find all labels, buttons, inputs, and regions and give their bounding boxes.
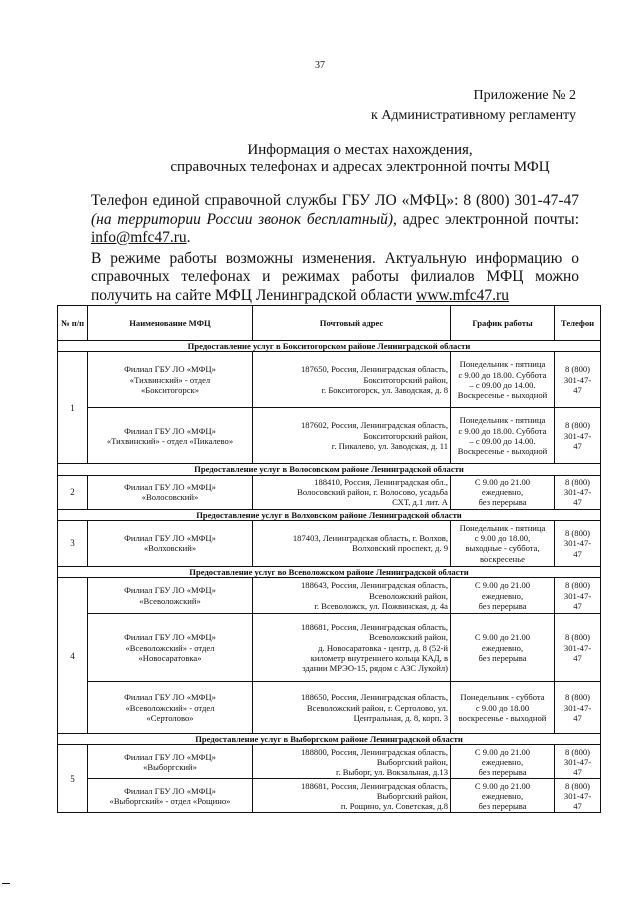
cell-line: Бокситогорский район, xyxy=(363,430,448,441)
cell-line: Всеволожский район, xyxy=(369,590,448,601)
cell-line: С 9.00 до 21.00 xyxy=(474,580,531,591)
cell-line: С 9.00 до 21.00 xyxy=(474,780,531,791)
cell-line: 47 xyxy=(573,712,582,723)
cell-line: ежедневно, xyxy=(481,642,524,653)
cell-line: – с 09.00 до 14.00. xyxy=(469,435,536,446)
cell-line: Филиал ГБУ ЛО «МФЦ» xyxy=(124,585,216,596)
row-number: 4 xyxy=(58,578,88,734)
branch-name xyxy=(88,352,253,408)
phone-number xyxy=(555,614,601,682)
table-row xyxy=(58,520,601,566)
cell-line: 188681, Россия, Ленинградская область, xyxy=(301,780,448,791)
work-schedule xyxy=(451,578,555,614)
cell-line: без перерыва xyxy=(478,652,527,663)
cell-line: 301-47- xyxy=(563,642,592,653)
branch-name xyxy=(88,745,253,779)
cell-line: Филиал ГБУ ЛО «МФЦ» xyxy=(124,364,216,375)
postal-address xyxy=(253,475,451,509)
intro-period: . xyxy=(186,229,191,246)
postal-address xyxy=(253,578,451,614)
cell-line: 301-47- xyxy=(563,590,592,601)
table-row xyxy=(58,745,601,779)
cell-line: 301-47- xyxy=(563,756,592,767)
cell-line: г. Всеволожск, ул. Пожвинская, д. 4а xyxy=(314,600,448,611)
cell-line: «Новосаратовка» xyxy=(138,652,202,663)
header-num: № п/п xyxy=(58,306,88,341)
cell-line: п. Рощино, ул. Советская, д.8 xyxy=(340,801,448,812)
cell-line: ежедневно, xyxy=(481,590,524,601)
cell-line: 8 (800) xyxy=(564,476,591,487)
cell-line: Филиал ГБУ ЛО «МФЦ» xyxy=(124,533,216,544)
cell-line: ежедневно, xyxy=(481,756,524,767)
cell-line: «Волховский» xyxy=(143,543,197,554)
cell-line: 8 (800) xyxy=(564,780,591,791)
cell-line: «Выборгский» - отдел «Рощино» xyxy=(109,795,231,806)
cell-line: 8 (800) xyxy=(564,420,591,431)
work-schedule xyxy=(451,352,555,408)
cell-line: 187602, Россия, Ленинградская область, xyxy=(301,420,448,431)
cell-line: без перерыва xyxy=(478,767,527,778)
section-volosovo: Предоставление услуг в Волосовском районе Ленинградской области xyxy=(58,464,601,475)
branch-name xyxy=(88,779,253,813)
cell-line: 47 xyxy=(573,384,582,395)
work-schedule xyxy=(451,779,555,813)
cell-line: 301-47- xyxy=(563,702,592,713)
cell-line: г. Пикалево, ул. Заводская, д. 11 xyxy=(331,440,448,451)
work-schedule xyxy=(451,682,555,734)
cell-line: 188650, Россия, Ленинградская область, xyxy=(301,692,448,703)
cell-line: «Всеволожский» xyxy=(139,595,201,606)
cell-line: «Тихвинский» - отдел «Пикалево» xyxy=(106,435,234,446)
document-title xyxy=(120,142,600,176)
section-row xyxy=(58,509,601,520)
section-row xyxy=(58,566,601,577)
row-number: 1 xyxy=(58,352,88,464)
cell-line: Выборгский район, xyxy=(376,756,448,767)
cell-line: 188681, Россия, Ленинградская область, xyxy=(301,621,448,632)
table-row xyxy=(58,475,601,509)
work-schedule xyxy=(451,408,555,464)
cell-line: Филиал ГБУ ЛО «МФЦ» xyxy=(124,481,216,492)
phone-number xyxy=(555,682,601,734)
cell-line: Филиал ГБУ ЛО «МФЦ» xyxy=(124,425,216,436)
phone-number xyxy=(555,352,601,408)
cell-line: С 9.00 до 21.00 xyxy=(474,476,531,487)
cell-line: Воскресенье - выходной xyxy=(457,446,548,457)
cell-line: «Всеволожский» - отдел xyxy=(125,702,215,713)
cell-line: Филиал ГБУ ЛО «МФЦ» xyxy=(124,751,216,762)
cell-line: д. Новосаратовка - центр, д. 8 (52-й xyxy=(318,642,448,653)
intro-paragraph-changes xyxy=(91,250,579,306)
row-number: 2 xyxy=(58,475,88,509)
cell-line: «Всеволожский» - отдел xyxy=(125,642,215,653)
cell-line: ежедневно, xyxy=(481,486,524,497)
branch-name xyxy=(88,408,253,464)
row-number: 5 xyxy=(58,745,88,813)
cell-line: Понедельник - пятница xyxy=(459,415,546,426)
postal-address xyxy=(253,408,451,464)
cell-line: воскресенье - выходной xyxy=(458,712,547,723)
section-volkhov: Предоставление услуг в Волховском районе Ленинградской области xyxy=(58,509,601,520)
cell-line: с 9.00 до 18.00, xyxy=(474,533,531,544)
header-schedule: График работы xyxy=(451,306,555,341)
cell-line: 47 xyxy=(573,497,582,508)
intro-text xyxy=(91,192,579,307)
cell-line: выходные - суббота, xyxy=(465,543,540,554)
intro-free-call-note: (на территории России звонок бесплатный), xyxy=(91,210,397,228)
cell-line: 188410, Россия, Ленинградская обл., xyxy=(314,476,448,487)
intro-paragraph-phone xyxy=(91,192,579,248)
postal-address xyxy=(253,520,451,566)
cell-line: 47 xyxy=(573,801,582,812)
cell-line: Филиал ГБУ ЛО «МФЦ» xyxy=(124,692,216,703)
cell-line: 301-47- xyxy=(563,374,592,385)
postal-address xyxy=(253,352,451,408)
cell-line: ежедневно, xyxy=(481,790,524,801)
cell-line: Всеволожский район, г. Сертолово, ул. xyxy=(306,702,448,713)
cell-line: С 9.00 до 21.00 xyxy=(474,632,531,643)
cell-line: Центральная, д. 8, корп. 3 xyxy=(353,712,448,723)
cell-line: 47 xyxy=(573,440,582,451)
title-line-2: справочных телефонах и адресах электронной почты МФЦ xyxy=(170,159,550,175)
cell-line: воскресенье xyxy=(480,553,525,564)
cell-line: 301-47- xyxy=(563,790,592,801)
cell-line: 187403, Ленинградская область, г. Волхов, xyxy=(292,533,448,544)
intro-phone-text: Телефон единой справочной службы ГБУ ЛО «МФЦ»: 8 (800) 301-47-47 xyxy=(91,192,579,209)
postal-address xyxy=(253,682,451,734)
postal-address xyxy=(253,745,451,779)
work-schedule xyxy=(451,745,555,779)
branch-name xyxy=(88,614,253,682)
intro-changes-text: В режиме работы возможны изменения. Актуальную информацию о справочных телефонах и режимах работы филиалов МФЦ можно получить на сайте МФЦ Ленинградской области xyxy=(91,249,579,304)
cell-line: с 9.00 до 18.00. Суббота xyxy=(458,369,547,380)
header-address: Почтовый адрес xyxy=(253,306,451,341)
intro-email-label: адрес электронной почты: xyxy=(396,210,579,228)
section-row xyxy=(58,464,601,475)
cell-line: 47 xyxy=(573,652,582,663)
section-row xyxy=(58,734,601,745)
email-link[interactable]: info@mfc47.ru xyxy=(91,229,187,246)
cell-line: 301-47- xyxy=(563,538,592,549)
cell-line: километр внутреннего кольца КАД, в xyxy=(310,652,448,663)
phone-number xyxy=(555,408,601,464)
cell-line: 301-47- xyxy=(563,486,592,497)
section-vyborg: Предоставление услуг в Выборгском районе Ленинградской области xyxy=(58,734,601,745)
cell-line: здании МРЭО-15, рядом с АЗС Лукойл) xyxy=(302,663,448,674)
cell-line: С 9.00 до 21.00 xyxy=(474,746,531,757)
cell-line: 8 (800) xyxy=(564,364,591,375)
work-schedule xyxy=(451,614,555,682)
cell-line: Волховский проспект, д. 9 xyxy=(352,543,448,554)
cell-line: с 9.00 до 18.00 xyxy=(475,702,530,713)
cell-line: «Сертолово» xyxy=(146,712,194,723)
cell-line: 187650, Россия, Ленинградская область, xyxy=(301,364,448,375)
cell-line: с 9.00 до 18.00. Суббота xyxy=(458,425,547,436)
page-number: 37 xyxy=(315,60,325,71)
cell-line: Понедельник - суббота xyxy=(460,692,545,703)
mfc-table xyxy=(57,305,601,813)
table-row xyxy=(58,779,601,813)
cell-line: 47 xyxy=(573,548,582,559)
phone-number xyxy=(555,520,601,566)
header-phone: Телефон xyxy=(555,306,601,341)
cell-line: 8 (800) xyxy=(564,746,591,757)
website-link[interactable]: www.mfc47.ru xyxy=(416,286,509,304)
cell-line: «Бокситогорск» xyxy=(140,384,200,395)
table-row xyxy=(58,578,601,614)
cell-line: 8 (800) xyxy=(564,692,591,703)
cell-line: – с 09.00 до 14.00. xyxy=(469,379,536,390)
postal-address xyxy=(253,614,451,682)
cell-line: г. Бокситогорск, ул. Заводская, д. 8 xyxy=(321,384,448,395)
branch-name xyxy=(88,520,253,566)
cell-line: без перерыва xyxy=(478,497,527,508)
appendix-number: Приложение № 2 xyxy=(473,88,576,103)
phone-number xyxy=(555,779,601,813)
table-row xyxy=(58,352,601,408)
cell-line: Филиал ГБУ ЛО «МФЦ» xyxy=(124,785,216,796)
cell-line: Филиал ГБУ ЛО «МФЦ» xyxy=(124,632,216,643)
cell-line: Воскресенье - выходной xyxy=(457,390,548,401)
section-vsevolozhsk: Предоставление услуг во Всеволожском районе Ленинградской области xyxy=(58,566,601,577)
cell-line: г. Выборг, ул. Вокзальная, д.13 xyxy=(335,767,448,778)
margin-mark xyxy=(2,883,10,884)
cell-line: Волосовский район, г. Волосово, усадьба xyxy=(297,486,448,497)
cell-line: без перерыва xyxy=(478,801,527,812)
cell-line: 188643, Россия, Ленинградская область, xyxy=(301,580,448,591)
branch-name xyxy=(88,578,253,614)
cell-line: 188800, Россия, Ленинградская область, xyxy=(301,746,448,757)
cell-line: СХТ, д.1 лит. А xyxy=(392,497,448,508)
phone-number xyxy=(555,475,601,509)
cell-line: Всеволожский район, xyxy=(369,632,448,643)
cell-line: «Тихвинский» - отдел xyxy=(129,374,211,385)
row-number: 3 xyxy=(58,520,88,566)
cell-line: Бокситогорский район, xyxy=(363,374,448,385)
work-schedule xyxy=(451,520,555,566)
header-name: Наименование МФЦ xyxy=(88,306,253,341)
cell-line: 47 xyxy=(573,767,582,778)
phone-number xyxy=(555,745,601,779)
postal-address xyxy=(253,779,451,813)
work-schedule xyxy=(451,475,555,509)
title-line-1: Информация о местах нахождения, xyxy=(247,142,473,158)
cell-line: 8 (800) xyxy=(564,580,591,591)
table-row xyxy=(58,408,601,464)
cell-line: «Выборгский» xyxy=(143,761,197,772)
cell-line: 301-47- xyxy=(563,430,592,441)
table-row xyxy=(58,614,601,682)
cell-line: без перерыва xyxy=(478,600,527,611)
table-row xyxy=(58,682,601,734)
cell-line: Понедельник - пятница xyxy=(459,359,546,370)
table-header-row xyxy=(58,306,601,341)
section-row xyxy=(58,341,601,352)
cell-line: 8 (800) xyxy=(564,527,591,538)
branch-name xyxy=(88,475,253,509)
appendix-reference: к Административному регламенту xyxy=(371,108,576,123)
cell-line: 47 xyxy=(573,600,582,611)
cell-line: Выборгский район, xyxy=(376,790,448,801)
phone-number xyxy=(555,578,601,614)
cell-line: 8 (800) xyxy=(564,632,591,643)
cell-line: «Волосовский» xyxy=(141,492,199,503)
branch-name xyxy=(88,682,253,734)
section-boksitogorsk: Предоставление услуг в Бокситогорском районе Ленинградской области xyxy=(58,341,601,352)
cell-line: Понедельник - пятница xyxy=(459,522,546,533)
